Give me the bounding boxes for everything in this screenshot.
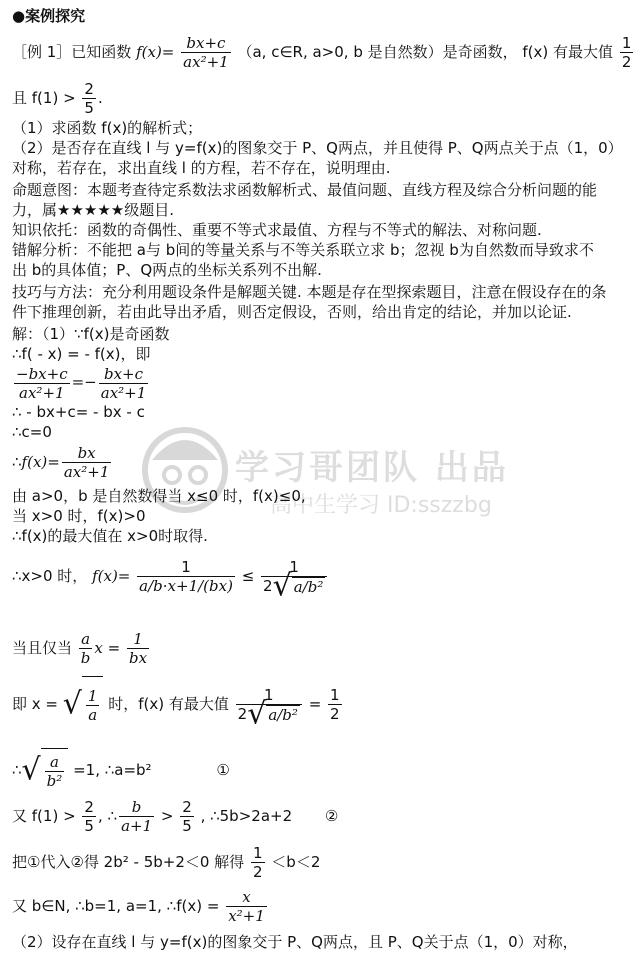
skill-line-1: 技巧与方法：充分利用题设条件是解题关键. 本题是存在型探索题目，注意在假设存在的条 bbox=[12, 283, 607, 301]
error-line-1: 错解分析：不能把 a与 b间的等量关系与不等关系联立求 b；忽视 b为自然数而导致求不 bbox=[12, 241, 594, 259]
solution-equation-odd: $\frac{-bx+c}{\text{ax²+1}}$ =− $\frac{bx+c}{\text{ax²+1}}$ bbox=[16, 364, 147, 402]
question-2-line-2: 对称，若存在，求出直线 l 的方程，若不存在，说明理由. bbox=[12, 159, 391, 177]
solution-substitution: 把①代入②得 2b² - 5b+2＜0 解得 $\frac{1}{2}$ ＜b＜2 bbox=[12, 844, 321, 881]
solution-line-7: 由 a>0，b 是自然数得当 x≤0 时，f(x)≤0, bbox=[12, 487, 306, 505]
solution-line-1: 解：（1）∵f(x)是奇函数 bbox=[12, 325, 170, 343]
watermark-title: 学习哥团队 出品 bbox=[235, 448, 509, 488]
knowledge-line: 知识依托：函数的奇偶性、重要不等式求最值、方程与不等式的解法、对称问题. bbox=[12, 221, 542, 239]
solution-final-fx: 又 b∈N, ∴b=1, a=1, ∴f(x) = $\frac{x}{\text{x²+1}}$ bbox=[12, 888, 265, 925]
solution-line-8: 当 x>0 时，f(x)>0 bbox=[12, 507, 146, 525]
question-2-line-1: （2）是否存在直线 l 与 y=f(x)的图象交于 P、Q两点，并且使得 P、Q两点关于点（1，0） bbox=[12, 139, 623, 157]
solution-fx-result: ∴f(x)= $\frac{bx}{\text{ax²+1}}$ bbox=[12, 444, 110, 481]
solution-line-4: ∴ - bx+c= - bx - c bbox=[12, 403, 145, 421]
solution-relation-2: 又 f(1) > $\frac{2}{5}$ , ∴ $\frac{b}{a+1}$ > $\frac{2}{5}$ , ∴5b>2a+2 ② bbox=[12, 798, 339, 835]
solution-part-2: （2）设存在直线 l 与 y=f(x)的图象交于 P、Q两点，且 P、Q关于点（1，0）对称， bbox=[12, 933, 578, 951]
example-line-1: ［例 1］已知函数 f(x)= $\frac{bx+c}{\text{ax²+1}}$ （a, c∈R, a>0, b 是自然数）是奇函数， f(x) 有最大值 $\frac{1}{2}$ bbox=[12, 34, 632, 71]
solution-equality-condition: 当且仅当 $\frac{a}{b}$ x = $\frac{1}{bx}$ bbox=[12, 630, 148, 667]
equation-mark-2: ② bbox=[324, 807, 339, 825]
intent-line-2: 力，属★★★★★级题目. bbox=[12, 201, 175, 219]
example-max: f(x) 有最大值 bbox=[522, 43, 614, 61]
section-heading: ●案例探究 bbox=[12, 7, 86, 25]
error-line-2: 出 b的具体值；P、Q两点的坐标关系列不出解. bbox=[12, 261, 322, 279]
solution-relation-1: ∴√ $\frac{a}{\text{b²}}$ =1, ∴a=b² ① bbox=[12, 748, 230, 793]
question-1: （1）求函数 f(x)的解析式； bbox=[12, 119, 203, 137]
example-line-2: 且 f(1) > $\frac{2}{5}$ . bbox=[12, 80, 103, 117]
equation-mark-1: ① bbox=[216, 761, 230, 779]
example-label: ［例 1］已知函数 bbox=[12, 43, 132, 61]
fx-fraction: $\frac{bx+c}{\text{ax²+1}}$ bbox=[183, 34, 229, 71]
intent-line-1: 命题意图：本题考查待定系数法求函数解析式、最值问题、直线方程及综合分析问题的能 bbox=[12, 181, 598, 199]
skill-line-2: 件下推理创新，若由此导出矛盾，则否定假设，否则，给出肯定的结论，并加以论证. bbox=[12, 303, 572, 321]
watermark bbox=[140, 420, 580, 530]
solution-inequality: ∴x>0 时， f(x)= $\frac{1}{a/b\cdot x+1/(bx)}$ ≤ $\frac{1}{\text{2√ a/b²}}$ bbox=[12, 548, 329, 604]
watermark-subtitle: 高中生学习 ID:sszzbg bbox=[270, 493, 492, 518]
example-condition: （a, c∈R, a>0, b 是自然数）是奇函数， bbox=[237, 43, 518, 61]
solution-line-2: ∴f( - x) = - f(x)，即 bbox=[12, 345, 151, 363]
solution-line-5: ∴c=0 bbox=[12, 423, 52, 441]
solution-line-9: ∴f(x)的最大值在 x>0时取得. bbox=[12, 527, 208, 545]
solution-max-value: 即 x = √ $\frac{1}{a}$ 时，f(x) 有最大值 $\frac{1}{\text{2√ a/b²}}$ = $\frac{1}{2}$ bbox=[12, 676, 344, 733]
